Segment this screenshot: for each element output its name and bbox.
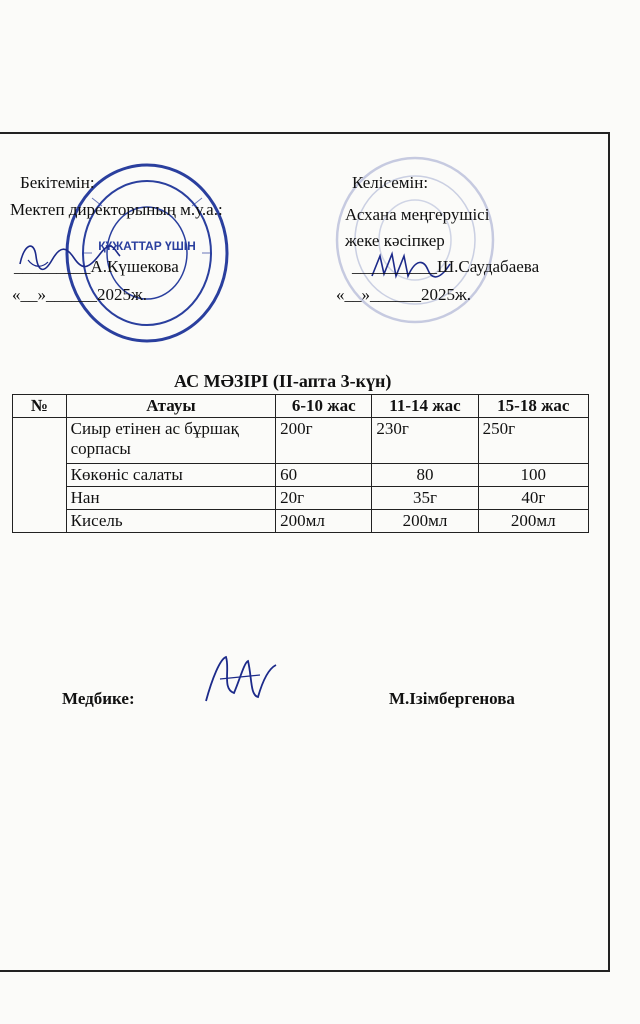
portion-11-14: 200мл: [372, 510, 478, 533]
manager-name-line: __________Ш.Саудабаева: [352, 257, 540, 276]
portion-6-10: 200мл: [276, 510, 372, 533]
header-age-6-10: 6-10 жас: [276, 395, 372, 418]
director-name-line: _________А.Күшекова: [14, 257, 179, 276]
manager-date: «__»______2025ж.: [336, 285, 471, 304]
dish-name: Нан: [66, 487, 276, 510]
table-row: [13, 464, 589, 487]
portion-11-14: 230г: [372, 418, 478, 464]
table-row: [13, 510, 589, 533]
menu-table: [12, 394, 589, 533]
portion-11-14: 35г: [372, 487, 478, 510]
portion-11-14: 80: [372, 464, 478, 487]
header-number: №: [13, 395, 67, 418]
portion-6-10: 20г: [276, 487, 372, 510]
dish-name: Көкөніс салаты: [66, 464, 276, 487]
director-date: «__»______2025ж.: [12, 285, 147, 304]
nurse-label: Медбике:: [62, 689, 135, 708]
header-age-11-14: 11-14 жас: [372, 395, 478, 418]
document-sheet: [0, 132, 610, 972]
menu-title: АС МӘЗІРІ (ІІ-апта 3-күн): [174, 371, 392, 391]
portion-15-18: 250г: [478, 418, 588, 464]
header-age-15-18: 15-18 жас: [478, 395, 588, 418]
portion-15-18: 200мл: [478, 510, 588, 533]
agree-label: Келісемін:: [352, 173, 429, 192]
nurse-signature: [200, 649, 280, 709]
manager-position-1: Асхана меңгерушісі: [345, 205, 490, 224]
manager-position-2: жеке кәсіпкер: [345, 231, 445, 250]
header-name: Атауы: [66, 395, 276, 418]
table-row: [13, 487, 589, 510]
dish-name: Кисель: [66, 510, 276, 533]
stamp-label: ҚҰЖАТТАР ҮШІН: [98, 239, 196, 253]
portion-15-18: 40г: [478, 487, 588, 510]
approve-label: Бекітемін:: [20, 173, 95, 192]
portion-6-10: 60: [276, 464, 372, 487]
dish-name: Сиыр етінен ас бұршақ сорпасы: [66, 418, 276, 464]
table-header-row: [13, 395, 589, 418]
row-number-cell: [13, 418, 67, 533]
director-position: Мектеп директорының м.у.а.:: [10, 200, 223, 219]
portion-6-10: 200г: [276, 418, 372, 464]
table-row: [13, 418, 589, 464]
nurse-name: М.Ізімбергенова: [389, 689, 515, 708]
portion-15-18: 100: [478, 464, 588, 487]
